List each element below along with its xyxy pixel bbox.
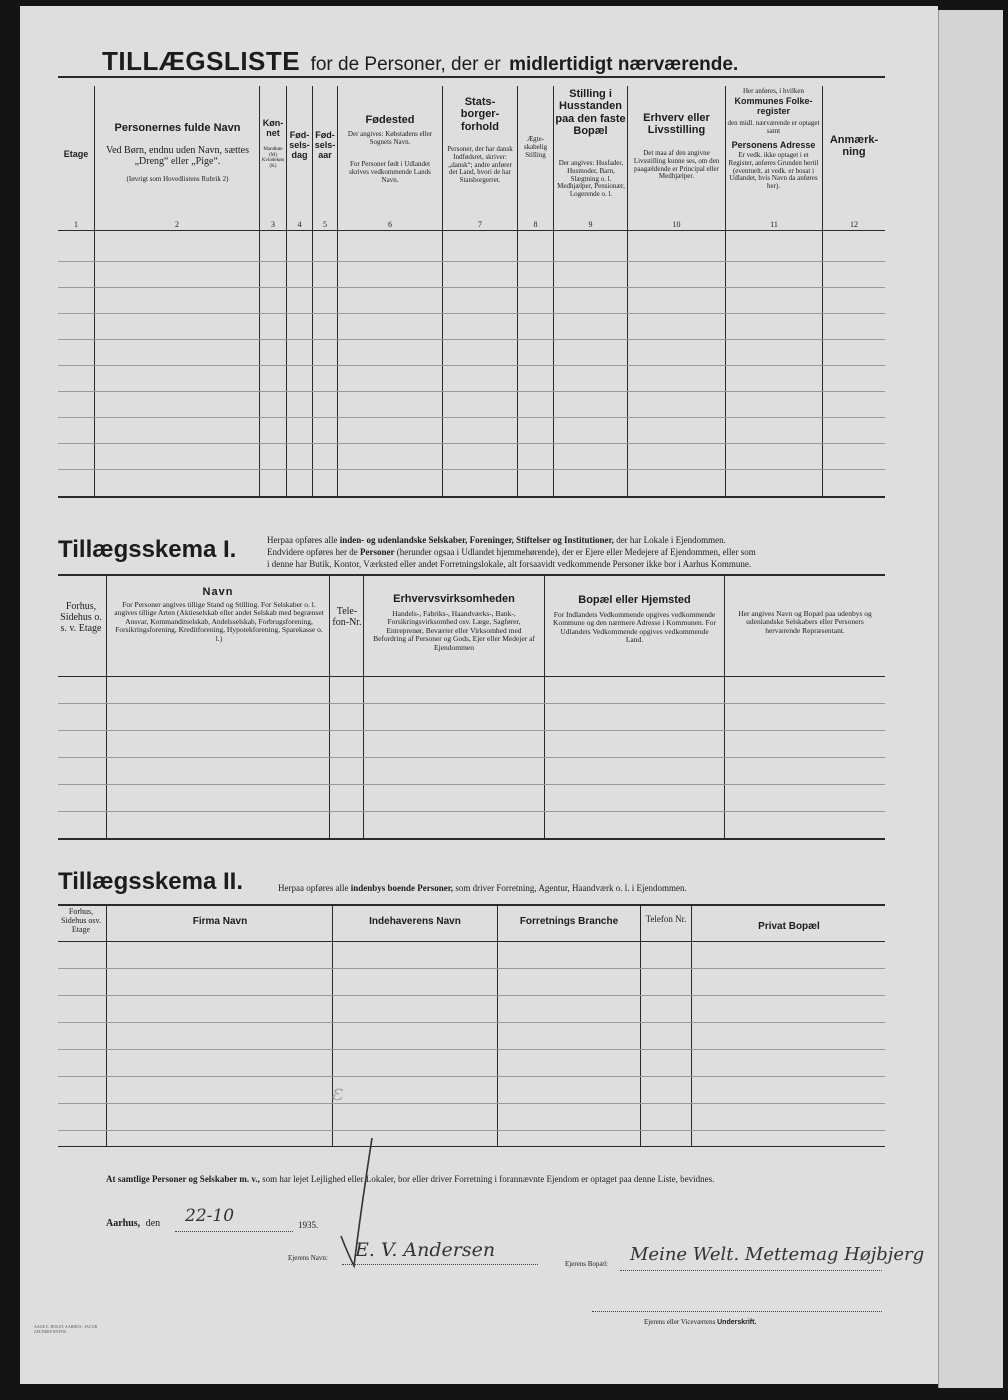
owner-name-handwritten: E. V. Andersen bbox=[355, 1239, 496, 1261]
skema1-col-etage: Forhus, Sidehus o. s. v. Etage bbox=[60, 601, 102, 635]
col-occupation-sub: Det maa af den angivne Livsstilling kunne ses, om den paagældende er Principal eller Medhjælper. bbox=[633, 149, 720, 181]
signature-label bbox=[644, 1318, 756, 1326]
colnum-8: 8 bbox=[533, 220, 538, 229]
skema2-col-bopael: Privat Bopæl bbox=[758, 921, 820, 932]
title-main: TILLÆGSLISTE bbox=[102, 46, 301, 76]
skema1-col-erhverv: Erhvervsvirksomheden bbox=[393, 593, 515, 605]
skema1-col-telefon: Tele-fon-Nr. bbox=[332, 606, 362, 629]
skema1-col-repr-sub: Her angives Navn og Bopæl paa udenbys og udenlandske Selskabers eller Personers herværende Repræsentant. bbox=[738, 609, 872, 635]
skema1-intro-1: Herpaa opføres alle bbox=[267, 535, 338, 545]
skema1-intro-1c: der har Lokale i Ejendommen. bbox=[616, 535, 726, 545]
faint-pencil-mark: ɛ bbox=[332, 1081, 344, 1106]
colnum-2: 2 bbox=[175, 220, 179, 229]
certification-text bbox=[106, 1174, 886, 1184]
title-bold-end: midlertidigt nærværende. bbox=[509, 54, 739, 75]
date-handwritten: 22-10 bbox=[185, 1206, 235, 1226]
skema2-col-etage: Forhus, Sidehus osv. Etage bbox=[61, 907, 101, 934]
col-birthplace-head: Fødested bbox=[365, 114, 415, 126]
col-citizenship-sub: Personer, der har dansk Indfødsret, skriver: „dansk“; andre anfører det Land, hvori de har Statsborgerret. bbox=[447, 145, 513, 185]
cert-text-b: som har lejet Lejlighed eller Lokaler, bor eller driver Forretning i forannævnte Ejendom er optaget paa denne Liste, bevidnes. bbox=[262, 1174, 715, 1184]
col-birthplace-sub: Der angives: Købstadens eller Sognets Navn. bbox=[347, 130, 433, 146]
census-form-page bbox=[20, 6, 938, 1384]
colnum-11: 11 bbox=[770, 220, 778, 229]
date-line bbox=[106, 1218, 160, 1229]
skema1-title: Tillægsskema I. bbox=[58, 536, 237, 563]
col-etage-head: Etage bbox=[63, 149, 89, 159]
col-household-sub: Der angives: Husfader, Husmoder, Barn, Slægtning o. l. Medhjælper, Pensionær, Logerende o. l. bbox=[557, 159, 625, 199]
colnum-12: 12 bbox=[850, 220, 858, 229]
col-name-note: (Iøvrigt som Hovedlistens Rubrik 2) bbox=[126, 175, 229, 183]
skema1-col-navn-sub: For Personer angives tillige Stand og Stilling. For Selskaber o. l. angives tillige Arten (Aktieselskab eller andet Selskab med begrænset Ansvar, Kommanditselskab, Andelsselskab, Forbrugsforening, Forsikringsforening, Kreditforening, Hypotekforening, Sparekasse o. l.) bbox=[114, 600, 324, 643]
signature-line bbox=[592, 1311, 882, 1312]
colnum-4: 4 bbox=[297, 220, 302, 229]
skema2-intro bbox=[278, 883, 687, 893]
col-sex-sub: Mandkøn (M) Kvindekøn (K) bbox=[261, 147, 285, 169]
colnum-5: 5 bbox=[323, 220, 327, 229]
owner-name-label: Ejerens Navn: bbox=[288, 1254, 328, 1262]
city-label: Aarhus, bbox=[106, 1218, 141, 1229]
skema1-intro-1b: inden- og udenlandske Selskaber, Foreninger, Stiftelser og Institutioner, bbox=[339, 535, 614, 545]
col-occupation-head: Erhverv eller Livsstilling bbox=[643, 112, 710, 137]
col-register-sub: Er vedk. ikke optaget i et Register, anføres Grunden hertil (eventuelt, at vedk. er bosat i Udlandet, hvis Navn da anføres her). bbox=[728, 151, 819, 191]
skema2-col-firma: Firma Navn bbox=[192, 916, 248, 927]
signature-label-b: Underskrift. bbox=[717, 1319, 757, 1326]
skema1-intro-3: i denne har Butik, Kontor, Værksted eller andet Forretningslokale, alt forsaavidt vedkommende Personer ikke bor i Aarhus Kommune. bbox=[267, 559, 752, 570]
skema1-intro-2c: (herunder ogsaa i Udlandet hjemmehørende), der er Ejere eller Medejere af Ejendommen, eller som bbox=[396, 547, 756, 558]
skema1-intro-2: Endvidere opføres her de bbox=[267, 547, 358, 558]
skema2-col-branche: Forretnings Branche bbox=[519, 916, 619, 927]
colnum-1: 1 bbox=[74, 220, 78, 229]
colnum-9: 9 bbox=[588, 220, 593, 229]
col-name-head: Personernes fulde Navn bbox=[114, 122, 241, 134]
col-household-head: Stilling i Husstanden paa den faste Bopæl bbox=[555, 88, 626, 137]
skema1-intro bbox=[267, 534, 889, 570]
date-underline bbox=[175, 1231, 293, 1232]
col-name-sub: Ved Børn, endnu uden Navn, sættes „Dreng“ eller „Pige“. bbox=[105, 145, 250, 168]
col-citizenship-head: Stats-borger-forhold bbox=[460, 96, 500, 133]
form-title bbox=[102, 46, 932, 77]
signature-label-a: Ejerens eller Viceværtens bbox=[644, 1318, 716, 1326]
skema1-col-navn: Navn bbox=[202, 586, 234, 598]
skema2-col-indehaver: Indehaverens Navn bbox=[369, 916, 461, 927]
skema2-intro-b: indenbys boende Personer, bbox=[350, 883, 454, 893]
skema2-col-telefon: Telefon Nr. bbox=[645, 914, 687, 924]
skema1-intro-2b: Personer bbox=[359, 547, 395, 558]
skema1-col-bopael-sub: For Indlandets Vedkommende opgives vedkommende Kommune og den nærmere Adresse i Kommunen. For Udlandets Vedkommende opgives vedkommende Land. bbox=[553, 610, 716, 645]
title-for: for de Personer, der er bbox=[310, 54, 501, 75]
col-register-mid: den midl. nærværende er optaget samt bbox=[727, 119, 820, 135]
owner-address-label: Ejerens Bopæl: bbox=[565, 1260, 608, 1268]
owner-address-handwritten: Meine Welt. Mettemag Højbjerg bbox=[630, 1244, 925, 1265]
colnum-10: 10 bbox=[672, 220, 681, 229]
colnum-6: 6 bbox=[388, 220, 392, 229]
col-register-head2: Personens Adresse bbox=[731, 140, 816, 150]
colnum-3: 3 bbox=[271, 220, 275, 229]
next-page-edge bbox=[938, 10, 1003, 1388]
col-birthyear-head: Fød-sels-aar bbox=[314, 130, 336, 161]
col-birthday-head: Fød-sels-dag bbox=[289, 130, 310, 161]
year-label: 1935. bbox=[298, 1220, 319, 1230]
col-marital-head: Ægte-skabelig Stilling bbox=[523, 135, 548, 159]
owner-address-underline bbox=[620, 1270, 882, 1271]
skema2-title: Tillægsskema II. bbox=[58, 868, 243, 895]
skema1-col-bopael: Bopæl eller Hjemsted bbox=[578, 594, 691, 606]
skema2-intro-c: som driver Forretning, Agentur, Haandværk o. l. i Ejendommen. bbox=[455, 883, 687, 893]
col-register-pre: Her anføres, i hvilken bbox=[742, 87, 805, 95]
col-register-head: Kommunes Folke-register bbox=[734, 96, 813, 117]
cert-text-a: At samtlige Personer og Selskaber m. v., bbox=[106, 1174, 260, 1184]
colnum-7: 7 bbox=[478, 220, 482, 229]
skema2-intro-a: Herpaa opføres alle bbox=[278, 883, 349, 893]
col-birthplace-note: For Personer født i Udlandet skrives vedkommende Lands Navn. bbox=[349, 160, 431, 184]
printer-mark: AAGE E. HOLST, AARHUS / JACOB ZEUNERS BYENS bbox=[34, 1324, 98, 1335]
col-remark-head: Anmærk-ning bbox=[829, 134, 879, 159]
owner-name-underline bbox=[342, 1264, 538, 1265]
col-sex-head: Køn-net bbox=[262, 118, 284, 139]
skema1-col-erhverv-sub: Handels-, Fabriks-, Haandværks-, Bank-, Forsikringsvirksomhed osv. Læge, Sagfører, Entreprenør, Beværter eller Virksomhed med Befordring af Personer og Gods, Ejer eller Medejer af Ejendommen bbox=[373, 609, 535, 652]
den-label: den bbox=[145, 1218, 161, 1229]
